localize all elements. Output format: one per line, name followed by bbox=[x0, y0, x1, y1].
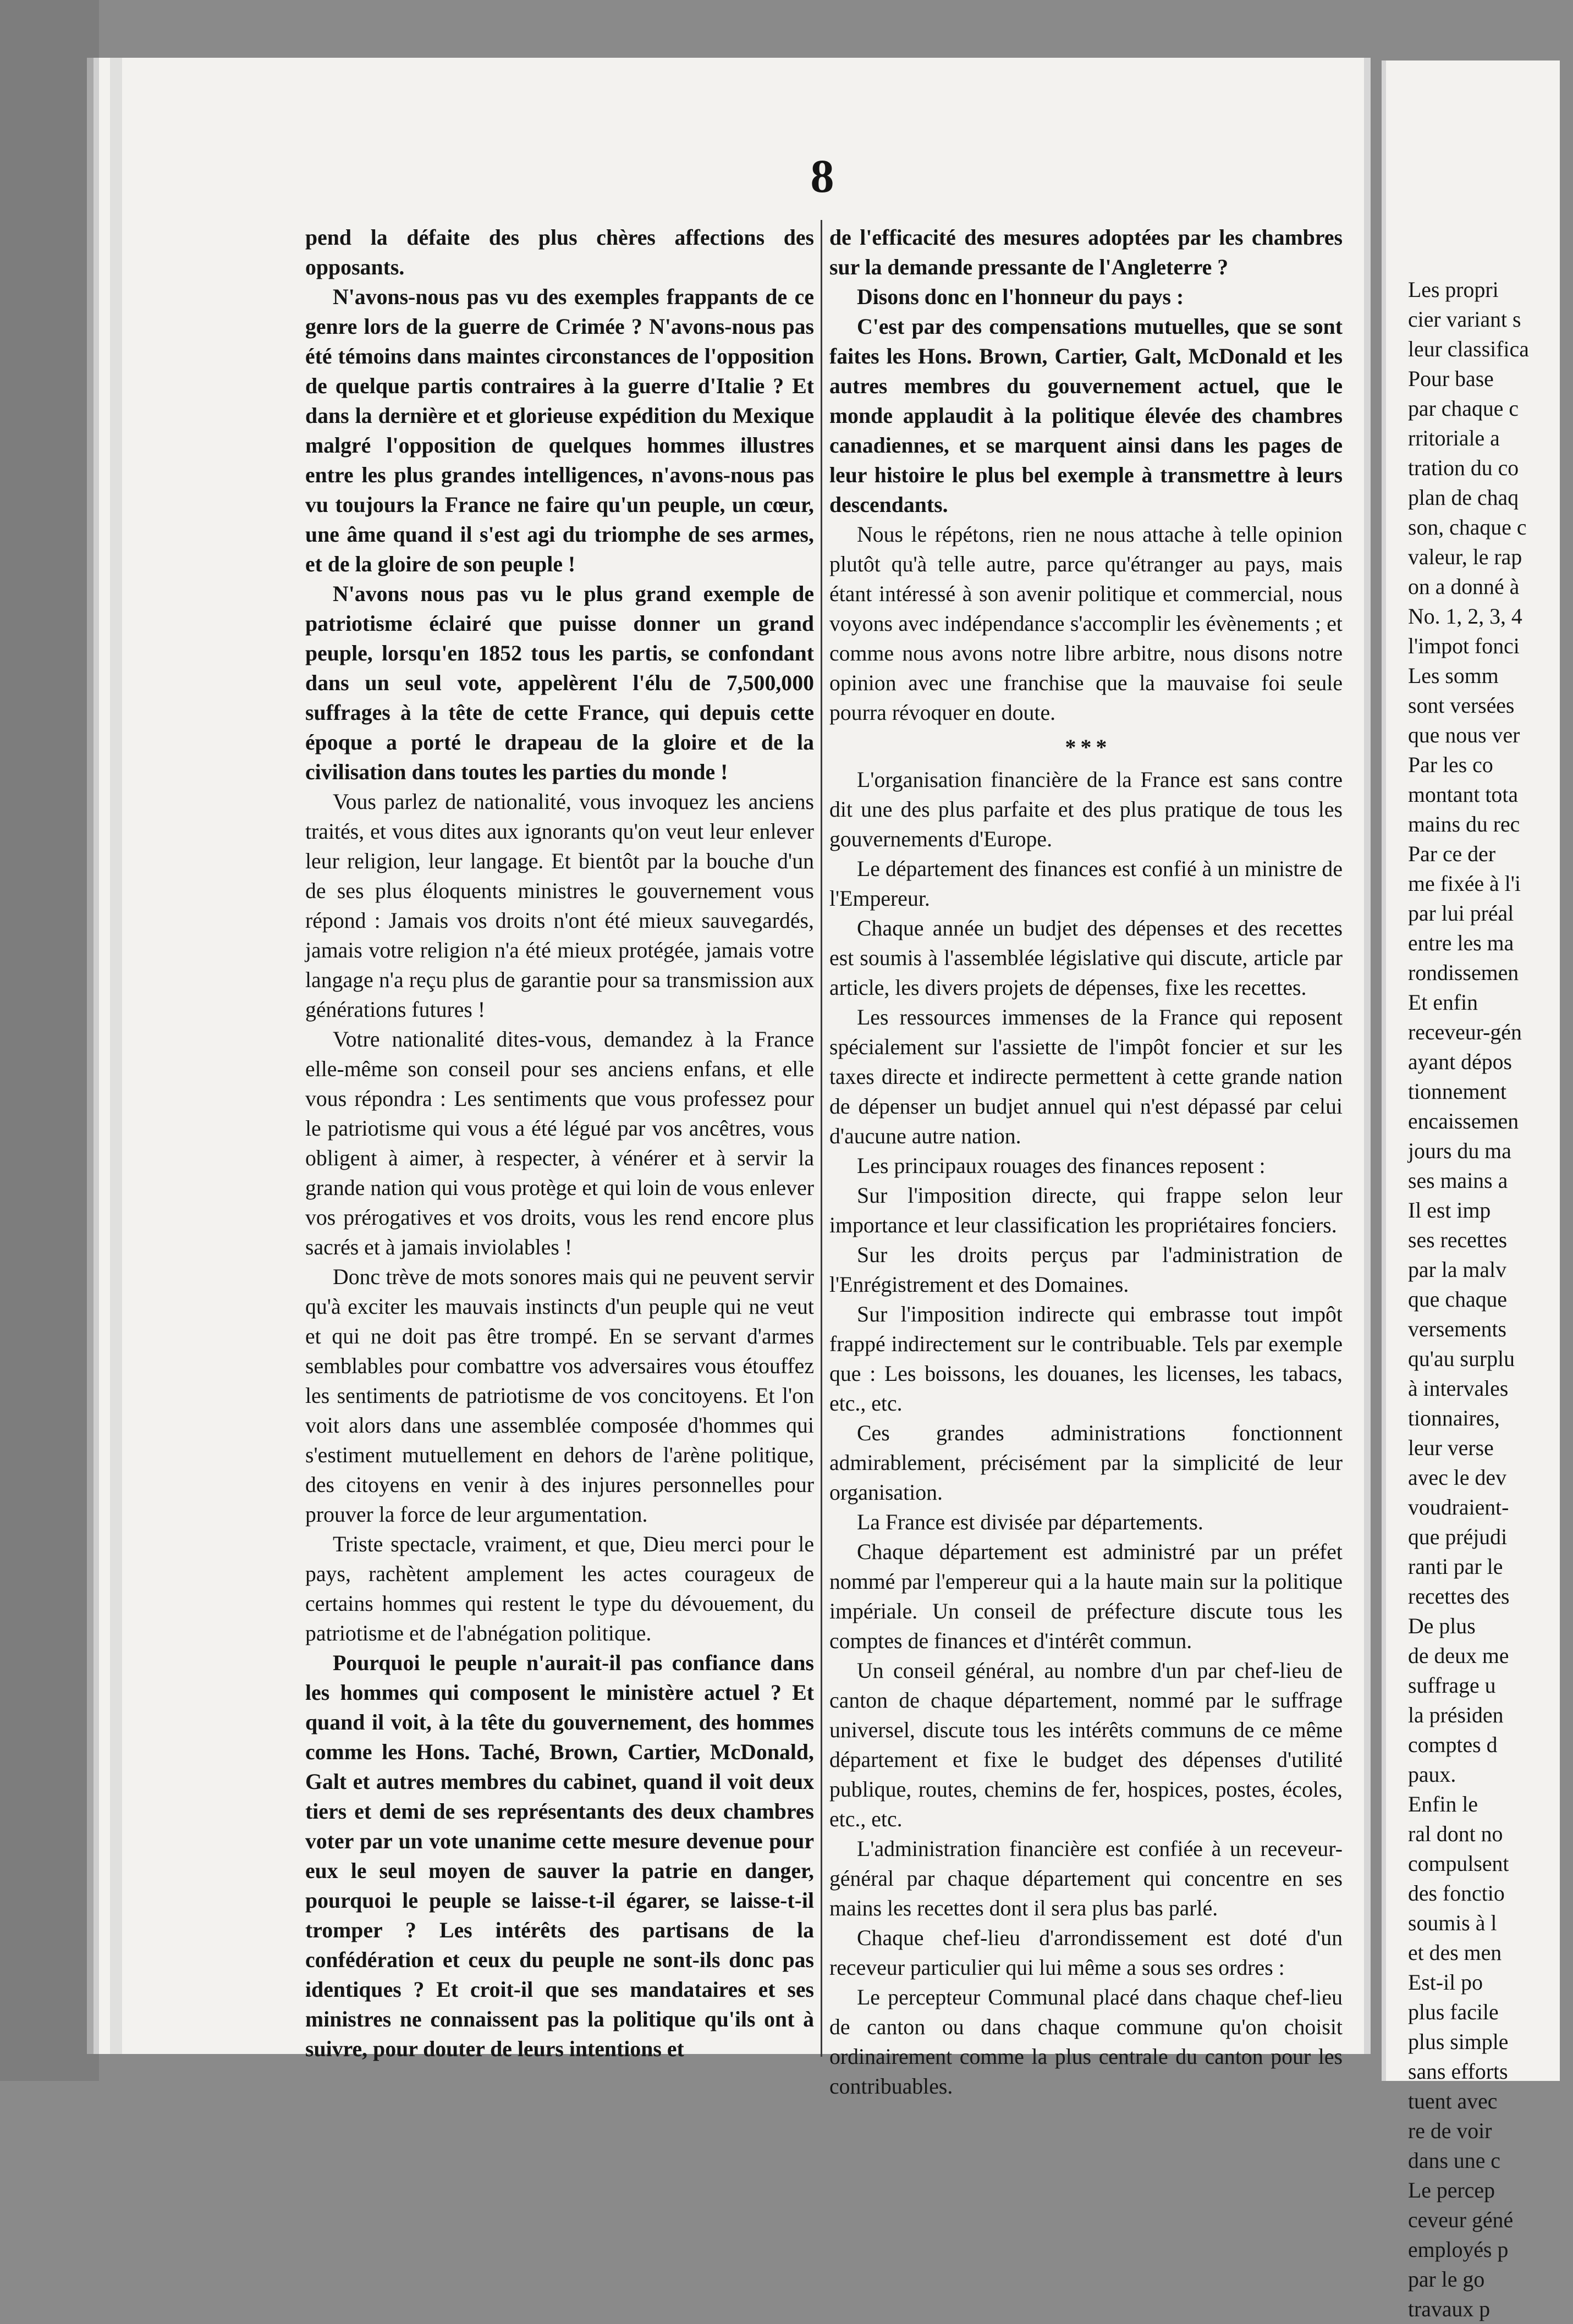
left-column bbox=[305, 223, 814, 2064]
facing-page-line: Les somm bbox=[1408, 664, 1499, 688]
paragraph: Triste spectacle, vraiment, et que, Dieu merci pour le pays, rachètent amplement les actes courageux de certains hommes qui restent le type du dévouement, du patriotisme et de l'abnégation politique. bbox=[305, 1532, 814, 1645]
facing-page-line: la présiden bbox=[1408, 1703, 1504, 1727]
facing-page-line: à intervales bbox=[1408, 1376, 1509, 1401]
facing-page-line: Et enfin bbox=[1408, 990, 1478, 1015]
facing-page bbox=[1386, 60, 1560, 2321]
facing-page-line: tionnement bbox=[1408, 1080, 1507, 1104]
facing-page-line: tionnaires, bbox=[1408, 1406, 1500, 1430]
facing-page-line: receveur-gén bbox=[1408, 1020, 1522, 1044]
facing-page-line: suffrage u bbox=[1408, 1673, 1496, 1698]
paragraph: Vous parlez de nationalité, vous invoquez les anciens traités, et vous dites aux ignorants qu'on veut leur enlever leur religion, leur langage. Et bientôt par la bouche d'un de ses plus éloquents ministres le gouvernement vous répond : Jamais vos droits n'ont été mieux sauvegardés, jamais votre religion n'a été mieux protégée, jamais votre langage n'a reçu plus de garantie pour sa transmission aux générations futures ! bbox=[305, 790, 814, 1022]
paragraph: La France est divisée par départements. bbox=[857, 1510, 1203, 1534]
paragraph: Sur les droits perçus par l'administration de l'Enrégistrement et des Domaines. bbox=[829, 1243, 1343, 1297]
paragraph: Le percepteur Communal placé dans chaque chef-lieu de canton ou dans chaque commune qu'on choisit ordinairement comme la plus centrale du canton pour les contribuables. bbox=[829, 1985, 1343, 2099]
facing-page-line: avec le dev bbox=[1408, 1466, 1506, 1490]
facing-page-line: Est-il po bbox=[1408, 1970, 1483, 1995]
facing-page-line: dans une c bbox=[1408, 2149, 1500, 2173]
facing-page-line: Le percep bbox=[1408, 2178, 1495, 2202]
facing-page-line: plus facile bbox=[1408, 2000, 1499, 2024]
facing-page-line: de deux me bbox=[1408, 1644, 1509, 1668]
facing-page-line: ses mains a bbox=[1408, 1169, 1508, 1193]
facing-page-line: leur classifica bbox=[1408, 337, 1529, 361]
paragraph: L'administration financière est confiée à un receveur-général par chaque département qui concentre en ses mains les recettes dont il sera plus bas parlé. bbox=[829, 1837, 1343, 1920]
facing-page-line: ceveur géné bbox=[1408, 2208, 1514, 2232]
facing-page-line: cier variant s bbox=[1408, 307, 1521, 332]
paragraph: Les ressources immenses de la France qui reposent spécialement sur l'assiette de l'impôt foncier et sur les taxes directe et indirecte permettent à cette grande nation de dépenser un budjet annuel qui n'est dépassé par celui d'aucune autre nation. bbox=[829, 1005, 1343, 1148]
facing-page-line: compulsent bbox=[1408, 1852, 1509, 1876]
facing-page-line: comptes d bbox=[1408, 1733, 1498, 1757]
facing-page-line: montant tota bbox=[1408, 783, 1519, 807]
facing-page-line: recettes des bbox=[1408, 1584, 1510, 1609]
paragraph: Nous le répétons, rien ne nous attache à telle opinion plutôt qu'à telle autre, parce qu'étranger au pays, mais étant intéressé à son avenir politique et commercial, nous voyons avec indépendance s'accomplir les évènements ; et comme nous avons notre libre arbitre, nous disons notre opinion avec une franchise que la mauvaise foi seule pourra révoquer en doute. bbox=[829, 522, 1343, 725]
facing-page-line: Pour base bbox=[1408, 367, 1494, 391]
facing-page-line: mains du rec bbox=[1408, 812, 1520, 836]
facing-page-line: soumis à l bbox=[1408, 1911, 1497, 1935]
facing-page-line: Il est imp bbox=[1408, 1198, 1491, 1222]
facing-page-line: No. 1, 2, 3, 4 bbox=[1408, 604, 1522, 629]
paragraph: Chaque département est administré par un préfet nommé par l'empereur qui a la haute main sur la politique impériale. Un conseil de préfecture discute tous les comptes de finances et d'intérêt commun. bbox=[829, 1540, 1343, 1653]
paragraph: pend la défaite des plus chères affections des opposants. bbox=[305, 225, 814, 279]
facing-page-line: son, chaque c bbox=[1408, 515, 1527, 539]
facing-page-line: encaissemen bbox=[1408, 1109, 1519, 1133]
paragraph: Ces grandes administrations fonctionnent admirablement, précisément par la simplicité de leur organisation. bbox=[829, 1421, 1343, 1505]
facing-page-line: Par les co bbox=[1408, 753, 1493, 777]
facing-page-line: versements bbox=[1408, 1317, 1507, 1341]
facing-page-line: ses recettes bbox=[1408, 1228, 1508, 1252]
paragraph: Chaque année un budjet des dépenses et des recettes est soumis à l'assemblée législative qui discute, article par article, les divers projets de dépenses, fixe les recettes. bbox=[829, 916, 1343, 1000]
facing-page-line: Enfin le bbox=[1408, 1792, 1478, 1816]
facing-page-line: et des men bbox=[1408, 1941, 1502, 1965]
facing-page-line: rritoriale a bbox=[1408, 426, 1500, 450]
paragraph: Donc trève de mots sonores mais qui ne peuvent servir qu'à exciter les mauvais instincts d'un peuple qui ne veut et qui ne doit pas être trompé. En se servant d'armes semblables pour combattre vos adversaires vous étouffez les sentiments de patriotisme de vos concitoyens. Et l'on voit alors dans une assemblée composée d'hommes qui s'estiment mutuellement en dehors de l'arène politique, des citoyens en venir à des injures personnelles pour prouver la force de leur argumentation. bbox=[305, 1265, 814, 1527]
facing-page-line: entre les ma bbox=[1408, 931, 1514, 955]
facing-page-line: ayant dépos bbox=[1408, 1050, 1512, 1074]
paragraph: C'est par des compensations mutuelles, que se sont faites les Hons. Brown, Cartier, Galt, McDonald et les autres membres du gouvernement actuel, que le monde applaudit à la politique élevée des chambres canadiennes, et se marquent ainsi dans les pages de leur histoire le plus bel exemple à transmettre à leurs descendants. bbox=[829, 315, 1343, 517]
paragraph: Sur l'imposition directe, qui frappe selon leur importance et leur classification les propriétaires fonciers. bbox=[829, 1183, 1343, 1237]
facing-page-line: par chaque c bbox=[1408, 396, 1519, 421]
paragraph: Le département des finances est confié à un ministre de l'Empereur. bbox=[829, 857, 1343, 911]
facing-page-line: employés p bbox=[1408, 2238, 1509, 2262]
facing-page-line: leur verse bbox=[1408, 1436, 1494, 1460]
facing-page-line: que chaque bbox=[1408, 1287, 1508, 1312]
facing-page-line: jours du ma bbox=[1408, 1139, 1511, 1163]
facing-page-line: qu'au surplu bbox=[1408, 1347, 1515, 1371]
paragraph: Sur l'imposition indirecte qui embrasse tout impôt frappé indirectement sur le contribuable. Tels par exemple que : Les boissons, les douanes, les licenses, les tabacs, etc., etc. bbox=[829, 1302, 1343, 1416]
facing-page-line: re de voir bbox=[1408, 2119, 1492, 2143]
paragraph: L'organisation financière de la France est sans contre dit une des plus parfaite et des plus pratique de tous les gouvernements d'Europe. bbox=[829, 768, 1343, 851]
facing-page-line: Par ce der bbox=[1408, 842, 1496, 866]
page-number: 8 bbox=[810, 150, 834, 202]
facing-page-line: rondissemen bbox=[1408, 961, 1519, 985]
paragraph: de l'efficacité des mesures adoptées par les chambres sur la demande pressante de l'Angleterre ? bbox=[829, 225, 1343, 279]
facing-page-column bbox=[1408, 275, 1573, 2324]
facing-page-line: valeur, le rap bbox=[1408, 545, 1522, 569]
middle-column bbox=[829, 223, 1343, 2101]
facing-page-line: me fixée à l'i bbox=[1408, 872, 1521, 896]
facing-page-line: ranti par le bbox=[1408, 1555, 1503, 1579]
paragraph: N'avons-nous pas vu des exemples frappants de ce genre lors de la guerre de Crimée ? N'avons-nous pas été témoins dans maintes circonstances de l'opposition de quelque partis contraires à la guerre d'Italie ? Et dans la dernière et et glorieuse expédition du Mexique malgré l'opposition de quelques hommes illustres entre les plus grandes intelligences, n'avons-nous pas vu toujours la France ne faire qu'un peuple, un cœur, une âme quand il s'est agi du triomphe de ses armes, et de la gloire de son peuple ! bbox=[305, 285, 814, 576]
facing-page-line: que nous ver bbox=[1408, 723, 1520, 747]
paragraph: N'avons nous pas vu le plus grand exemple de patriotisme éclairé que puisse donner un grand peuple, lorsqu'en 1852 tous les partis, se confondant dans un seul vote, appelèrent l'élu de 7,500,000 suffrages à la tête de cette France, qui depuis cette époque a porté le drapeau de la gloire et de la civilisation dans toutes les parties du monde ! bbox=[305, 582, 814, 784]
paragraph: Votre nationalité dites-vous, demandez à la France elle-même son conseil pour ses anciens enfans, et elle vous répondra : Les sentiments que vous professez pour le patriotisme qui vous a été légué par vos ancêtres, vous obligent à aimer, à respecter, à vénérer et à servir la grande nation qui vous protège et qui loin de vous enlever vos prérogatives et vos droits, vous les rend encore plus sacrés et à jamais inviolables ! bbox=[305, 1027, 814, 1259]
paragraph: Les principaux rouages des finances reposent : bbox=[857, 1154, 1266, 1178]
facing-page-line: voudraient- bbox=[1408, 1495, 1509, 1519]
facing-page-line: on a donné à bbox=[1408, 575, 1520, 599]
facing-page-line: des fonctio bbox=[1408, 1881, 1505, 1906]
facing-page-line: travaux p bbox=[1408, 2297, 1491, 2321]
column-divider bbox=[821, 220, 822, 2057]
facing-page-line: sans efforts bbox=[1408, 2059, 1508, 2084]
paragraph: Chaque chef-lieu d'arrondissement est doté d'un receveur particulier qui lui même a sous ses ordres : bbox=[829, 1926, 1343, 1980]
facing-page-line: plan de chaq bbox=[1408, 486, 1519, 510]
paragraph: Pourquoi le peuple n'aurait-il pas confiance dans les hommes qui composent le ministère actuel ? Et quand il voit, à la tête du gouvernement, des hommes comme les Hons. Taché, Brown, Cartier, McDonald, Galt et autres membres du cabinet, quand il voit deux tiers et demi de ses représentants des deux chambres voter par un vote unanime cette mesure devenue pour eux le seul moyen de sauver la patrie en danger, pourquoi le peuple se laisse-t-il égarer, se laisse-t-il tromper ? Les intérêts des partisans de la confédération et ceux du peuple ne sont-ils donc pas identiques ? Et croit-il que ses mandataires et ses ministres ne connaissent pas la politique qu'ils ont à suivre, pour douter de leurs intentions et bbox=[305, 1651, 814, 2061]
paragraph: Un conseil général, au nombre d'un par chef-lieu de canton de chaque département, nommé par le suffrage universel, discute tous les intérêts communs de ce même département et fixe le budget des dépenses d'utilité publique, routes, chemins de fer, hospices, postes, écoles, etc., etc. bbox=[829, 1659, 1343, 1831]
page-edge bbox=[110, 58, 122, 2054]
paragraph: Disons donc en l'honneur du pays : bbox=[857, 285, 1184, 309]
facing-page-line: l'impot fonci bbox=[1408, 634, 1520, 658]
facing-page-line: par la malv bbox=[1408, 1258, 1507, 1282]
facing-page-line: tration du co bbox=[1408, 456, 1519, 480]
facing-page-line: que préjudi bbox=[1408, 1525, 1508, 1549]
facing-page-line: ral dont no bbox=[1408, 1822, 1503, 1846]
facing-page-line: plus simple bbox=[1408, 2030, 1509, 2054]
facing-page-line: par lui préal bbox=[1408, 901, 1514, 926]
facing-page-line: Les propri bbox=[1408, 278, 1499, 302]
facing-page-line: tuent avec bbox=[1408, 2089, 1498, 2113]
scan-background bbox=[0, 0, 99, 2081]
section-separator: * * * bbox=[1065, 735, 1107, 759]
facing-page-line: paux. bbox=[1408, 1763, 1456, 1787]
facing-page-line: par le go bbox=[1408, 2267, 1485, 2292]
facing-page-line: De plus bbox=[1408, 1614, 1476, 1638]
facing-page-line: sont versées bbox=[1408, 693, 1515, 718]
